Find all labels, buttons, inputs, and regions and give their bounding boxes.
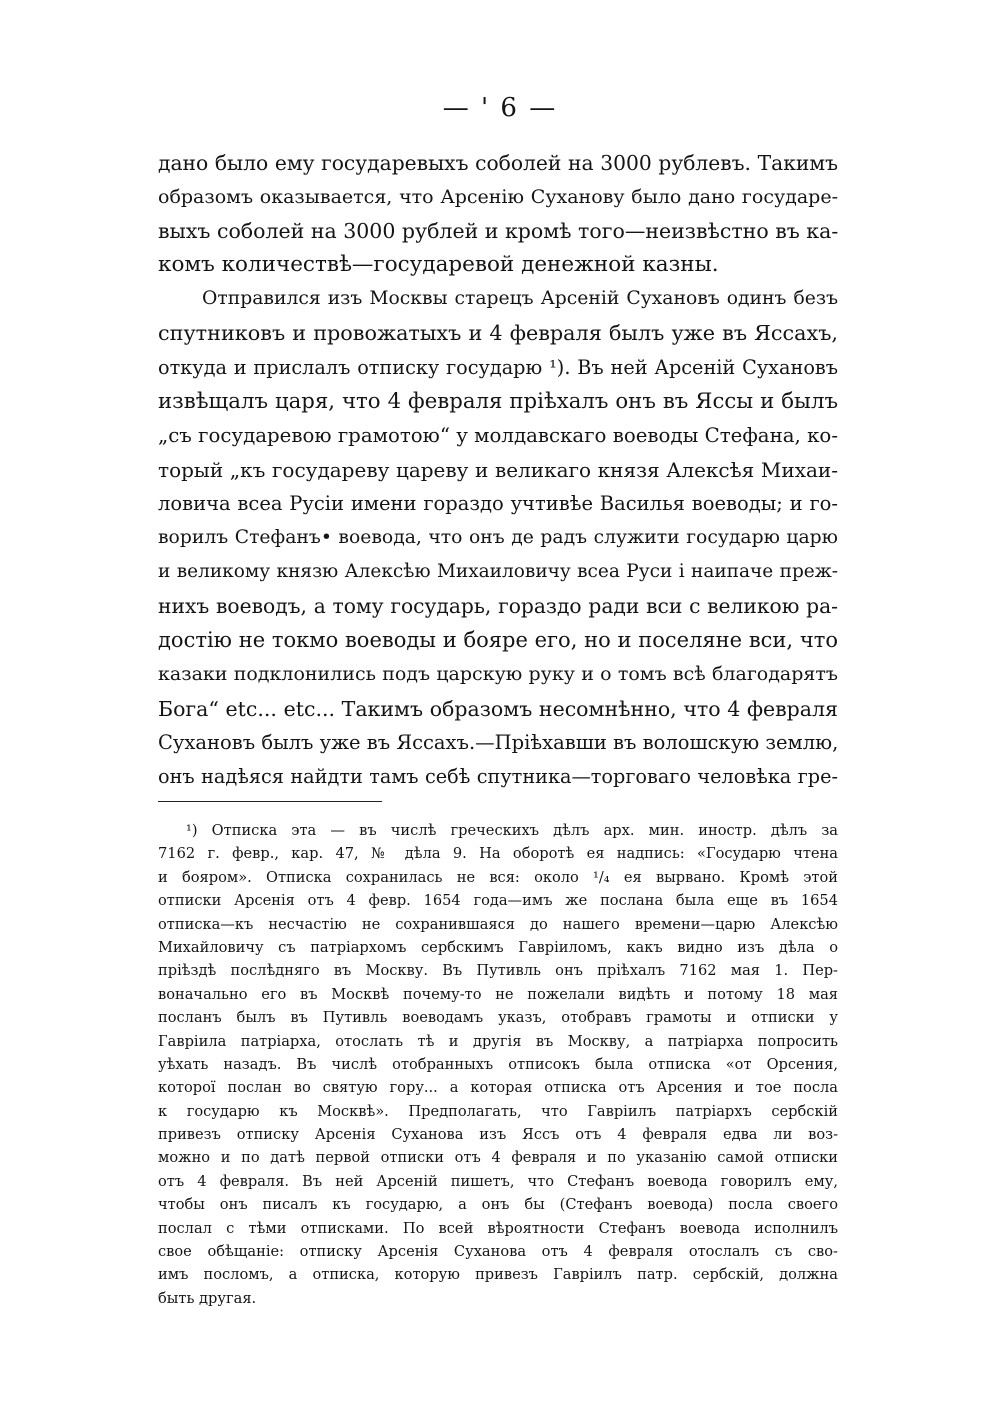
page-number: — ' 6 — — [442, 93, 558, 123]
footnote-line: 7162 г. февр., кар. 47, № дѣла 9. На оборотѣ ея надпись: «Государю чтена — [158, 845, 838, 863]
footnote-line: уѣхать назадъ. Въ числѣ отобранныхъ отписокъ была отписка «от Орсения, — [158, 1055, 838, 1073]
footnote-line: посланъ былъ въ Путивль воеводамъ указъ, отобравъ грамоты и отписки у — [158, 1009, 838, 1027]
footnote-line: чтобы онъ писалъ къ государю, а онъ бы (Стефанъ воевода) посла своего — [158, 1196, 838, 1214]
main-text-line: „съ государевою грамотою“ у молдавскаго воеводы Стефана, ко- — [158, 423, 838, 447]
main-text-line: нихъ воеводъ, а тому государь, гораздо ради вси с великою ра- — [158, 594, 838, 619]
footnote-line: привезъ отписку Арсенія Суханова изъ Яссъ отъ 4 февраля едва ли воз- — [158, 1126, 838, 1144]
footnote-line: которої послан во святую гору... а которая отписка отъ Арсения и тое посла — [158, 1079, 838, 1097]
footnote-separator-rule — [158, 801, 382, 802]
main-text-line: образомъ оказывается, что Арсенію Суханову было дано государе- — [158, 186, 838, 209]
footnote-line: свое обѣщаніе: отписку Арсенія Суханова отъ 4 февраля отослалъ съ сво- — [158, 1243, 838, 1261]
main-text-line: извѣщалъ царя, что 4 февраля пріѣхалъ онъ въ Яссы и былъ — [158, 388, 838, 414]
main-text-line: дано было ему государевыхъ соболей на 3000 рублевъ. Такимъ — [158, 151, 838, 175]
footnote-line: быть другая. — [158, 1289, 257, 1307]
footnote-line: Гавріила патріарха, отослать тѣ и другія въ Москву, а патріарха попросить — [158, 1032, 838, 1050]
footnote-line: отъ 4 февраля. Въ ней Арсеній пишетъ, что Стефанъ воевода говорилъ ему, — [158, 1172, 838, 1190]
main-text-line: комъ количествѣ—государевой денежной казны. — [158, 252, 719, 278]
footnote-line: отписка—къ несчастію не сохранившаяся до нашего времени—царю Алексѣю — [158, 915, 838, 933]
main-text-line: торый „къ государеву цареву и великаго князя Алексѣя Михаи- — [158, 457, 838, 482]
footnote-line: воначально его въ Москвѣ почему-то не пожелали видѣть и потому 18 мая — [158, 985, 838, 1003]
main-text-line: Бога“ etc... etc... Такимъ образомъ несомнѣнно, что 4 февраля — [158, 696, 838, 721]
footnote-line: пріѣздѣ послѣдняго въ Москву. Въ Путивль онъ пріѣхалъ 7162 мая 1. Пер- — [158, 962, 838, 980]
main-text-line: достію не токмо воеводы и бояре его, но и поселяне вси, что — [158, 628, 838, 653]
main-text-line: откуда и прислалъ отписку государю ¹). Въ ней Арсеній Сухановъ — [158, 355, 838, 379]
main-text-line: казаки подклонились подъ царскую руку и о томъ всѣ благодарятъ — [158, 663, 838, 686]
main-text-line: Отправился изъ Москвы старецъ Арсеній Сухановъ одинъ безъ — [202, 288, 838, 310]
footnote-line: и бояром». Отписка сохранилась не вся: около ¹/₄ ея вырвано. Кромѣ этой — [158, 868, 838, 886]
main-text-line: ловича всеа Русіи имени гораздо учтивѣе Василья воеводы; и го- — [158, 491, 838, 515]
main-text — [158, 146, 838, 794]
footnote-line: можно и по датѣ первой отписки отъ 4 февраля и по указанію самой отписки — [158, 1149, 838, 1167]
main-text-line: онъ надѣяся найдти тамъ себѣ спутника—торговаго человѣка гре- — [158, 764, 838, 788]
footnote-line: ¹) Отписка эта — въ числѣ греческихъ дѣлъ арх. мин. иностр. дѣлъ за — [186, 822, 838, 839]
main-text-line: выхъ соболей на 3000 рублей и кромѣ того—неизвѣстно въ ка- — [158, 219, 839, 244]
footnote-line: к государю къ Москвѣ». Предполагать, что Гавріилъ патріархъ сербскій — [158, 1102, 838, 1120]
footnote-line: имъ посломъ, а отписка, которую привезъ Гавріилъ патр. сербскій, должна — [158, 1266, 838, 1284]
footnote-line: отписки Арсенія отъ 4 февр. 1654 года—имъ же послана была еще въ 1654 — [158, 892, 838, 910]
main-text-line: спутниковъ и провожатыхъ и 4 февраля былъ уже въ Яссахъ, — [158, 321, 838, 346]
main-text-line: Сухановъ былъ уже въ Яссахъ.—Пріѣхавши въ волошскую землю, — [158, 730, 839, 754]
main-text-line: и великому князю Алексѣю Михаиловичу всеа Руси і наипаче преж- — [158, 561, 838, 583]
footnote-line: послал с тѣми отписками. По всей вѣроятности Стефанъ воевода исполнилъ — [158, 1219, 838, 1237]
footnote — [158, 819, 838, 1310]
footnote-line: Михайловичу съ патріархомъ сербскимъ Гавріиломъ, какъ видно изъ дѣла о — [158, 938, 838, 956]
main-text-line: ворилъ Стефанъ• воевода, что онъ де радъ служити государю царю — [158, 527, 838, 549]
